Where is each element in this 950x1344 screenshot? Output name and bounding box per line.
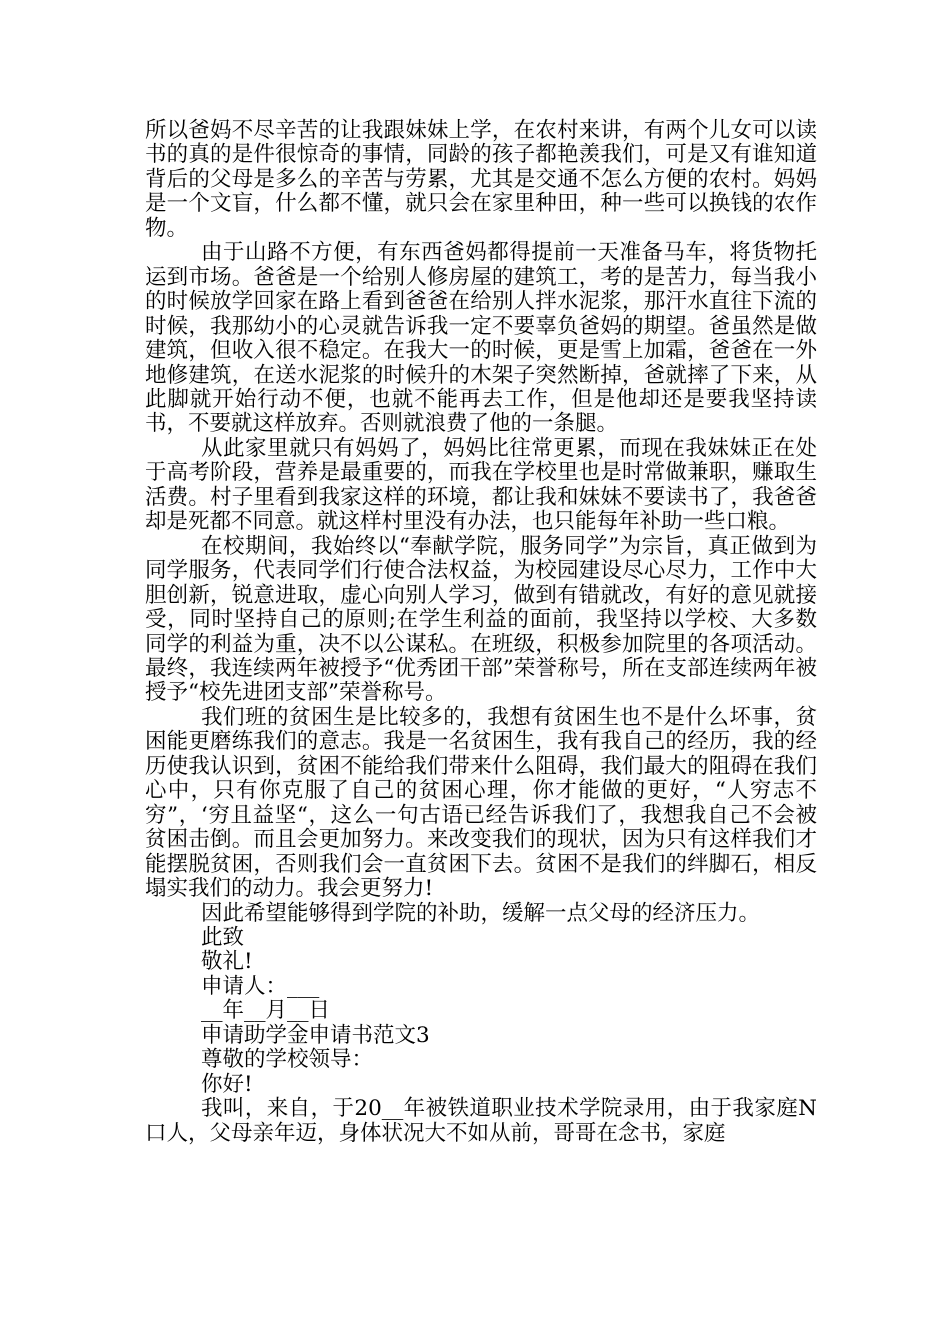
letter-greeting: 尊敬的学校领导： (201, 1047, 374, 1073)
body-paragraph: 我们班的贫困生是比较多的，我想有贫困生也不是什么坏事，贫困能更磨练我们的意志。我是一名贫困生，我有我自己的经历，我的经历使我认识到，贫困不能给我们带来什么阻碍，我们最大的阻碍在我们心中，只有你克服了自己的贫困心理，你才能做的更好，“人穷志不穷”，‘穷且益坚“，这么一句古语已经告诉我们了，我想我自己不会被贫困击倒。而且会更加努力。来改变我们的现状，因为只有这样我们才能摆脱贫困，否则我们会一直贫困下去。贫困不是我们的绊脚石，相反塌实我们的动力。我会更努力! (145, 704, 817, 902)
applicant-line: 申请人：___ (201, 973, 320, 999)
document-body (145, 119, 817, 1146)
body-paragraph: 由于山路不方便，有东西爸妈都得提前一天准备马车，将货物托运到市场。爸爸是一个给别人修房屋的建筑工，考的是苦力，每当我小的时候放学回家在路上看到爸爸在给别人拌水泥浆，那汗水直往下流的时候，我那幼小的心灵就告诉我一定不要辜负爸妈的期望。爸虽然是做建筑，但收入很不稳定。在我大一的时候，更是雪上加霜，爸爸在一外地修建筑，在送水泥浆的时候升的木架子突然断掉，爸就摔了下来，从此脚就开始行动不便，也就不能再去工作，但是他却还是要我坚持读书，不要就这样放弃。否则就浪费了他的一条腿。 (145, 240, 817, 437)
body-paragraph: 在校期间，我始终以“奉献学院，服务同学”为宗旨，真正做到为同学服务，代表同学们行使合法权益，为校园建设尽心尽力，工作中大胆创新，锐意进取，虚心向别人学习，做到有错就改，有好的意见就接受，同时坚持自己的原则;在学生利益的面前，我坚持以学校、大多数同学的利益为重，决不以公谋私。在班级，积极参加院里的各项活动。最终，我连续两年被授予“优秀团干部”荣誉称号，所在支部连续两年被授予“校先进团支部”荣誉称号。 (145, 533, 817, 706)
date-line: __年__月__日 (201, 998, 331, 1024)
section-heading: 申请助学金申请书范文3 (201, 1022, 430, 1048)
body-paragraph: 从此家里就只有妈妈了，妈妈比往常更累，而现在我妹妹正在处于高考阶段，营养是最重要的，而我在学校里也是时常做兼职，赚取生活费。村子里看到我家这样的环境，都让我和妹妹不要读书了，我爸爸却是死都不同意。就这样村里没有办法，也只能每年补助一些口粮。 (145, 435, 817, 535)
letter-hello: 你好! (201, 1071, 253, 1097)
body-paragraph: 我叫，来自，于20__年被铁道职业技术学院录用，由于我家庭N口人，父母亲年迈，身体状况大不如从前，哥哥在念书，家庭 (145, 1096, 817, 1146)
body-paragraph: 所以爸妈不尽辛苦的让我跟妹妹上学，在农村来讲，有两个儿女可以读书的真的是件很惊奇的事情，同龄的孩子都艳羡我们，可是又有谁知道背后的父母是多么的辛苦与劳累，尤其是交通不怎么方便的农村。妈妈是一个文盲，什么都不懂，就只会在家里种田，种一些可以换钱的农作物。 (145, 118, 817, 241)
closing-request-line: 因此希望能够得到学院的补助，缓解一点父母的经济压力。 (201, 900, 761, 926)
salutation-jing-li: 敬礼! (201, 949, 253, 975)
salutation-ci-zhi: 此致 (201, 924, 245, 950)
